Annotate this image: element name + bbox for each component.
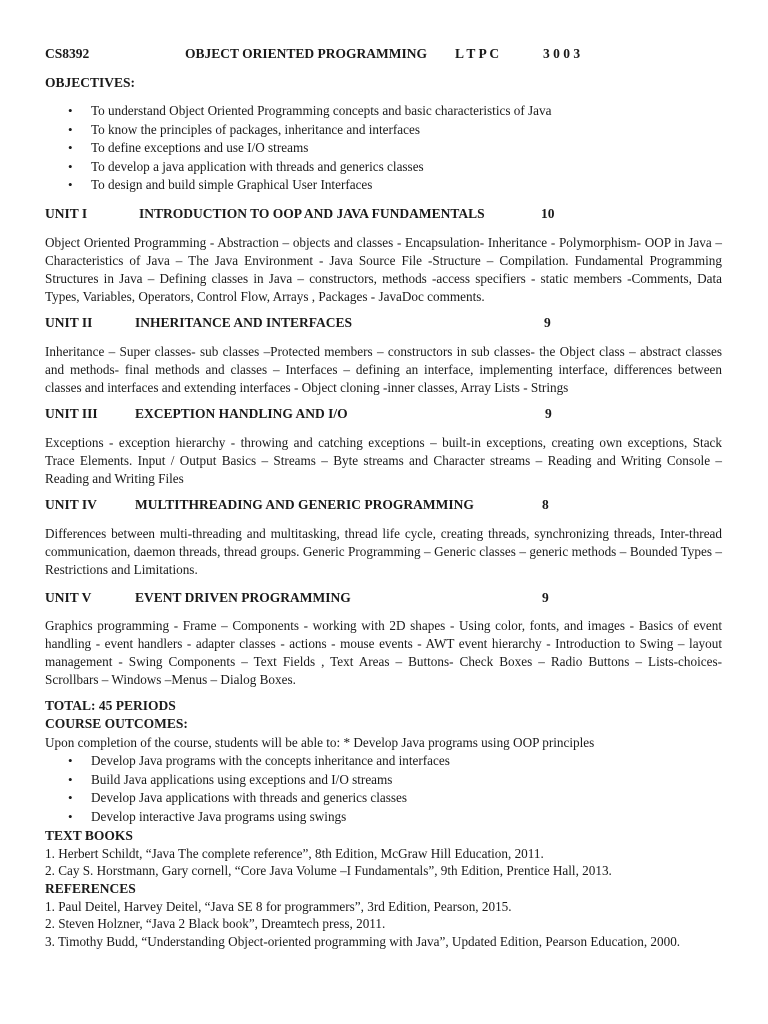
references-heading: REFERENCES [45,881,136,896]
outcomes-intro: Upon completion of the course, students will be able to: * Develop Java programs using OOP principles [45,735,595,750]
unit-hours: 9 [542,590,549,605]
objectives-list [45,102,551,195]
unit-content: Differences between multi-threading and multitasking, thread life cycle, creating threads, synchronizing threads, Inter-thread communication, daemon threads, thread groups. Generic Programming – Generic classes – generic methods – Bounded Types – Restrictions and Limitations. [45,526,722,577]
unit-label: UNIT III [45,406,98,421]
list-item: • Build Java applications using exceptions and I/O streams [45,771,450,790]
list-item: • To design and build simple Graphical User Interfaces [45,176,551,195]
text-books-heading: TEXT BOOKS [45,828,133,843]
reference-item: 1. Paul Deitel, Harvey Deitel, “Java SE 8 for programmers”, 3rd Edition, Pearson, 2015. [45,899,512,914]
unit-title: EVENT DRIVEN PROGRAMMING [135,590,351,605]
unit-hours: 9 [544,315,551,330]
unit-content: Exceptions - exception hierarchy - throwing and catching exceptions – built-in exceptions, creating own exceptions, Stack Trace Elements. Input / Output Basics – Streams – Byte streams and Character streams – Reading and Writing Console – Reading and Writing Files [45,435,722,486]
unit-hours: 9 [545,406,552,421]
total-periods: TOTAL: 45 PERIODS [45,698,176,713]
unit-hours: 10 [541,206,555,221]
outcomes-heading: COURSE OUTCOMES: [45,716,188,731]
ltpc-label: L T P C [455,46,500,61]
course-header [45,44,725,64]
course-title: OBJECT ORIENTED PROGRAMMING [185,46,428,61]
unit-title: INTRODUCTION TO OOP AND JAVA FUNDAMENTALS [139,206,485,221]
unit-heading [45,495,725,515]
text-book-item: 1. Herbert Schildt, “Java The complete reference”, 8th Edition, McGraw Hill Education, 2011. [45,846,544,861]
unit-heading [45,204,725,224]
course-code: CS8392 [45,46,90,61]
reference-item: 3. Timothy Budd, “Understanding Object-oriented programming with Java”, Updated Edition, Pearson Education, 2000. [45,934,681,949]
outcomes-list [45,752,450,826]
list-item: • Develop Java programs with the concepts inheritance and interfaces [45,752,450,771]
unit-label: UNIT IV [45,497,97,512]
unit-heading [45,313,725,333]
objectives-heading: OBJECTIVES: [45,75,136,90]
unit-hours: 8 [542,497,549,512]
list-item: • To know the principles of packages, inheritance and interfaces [45,121,551,140]
unit-label: UNIT II [45,315,93,330]
unit-title: EXCEPTION HANDLING AND I/O [135,406,348,421]
list-item: • Develop Java applications with threads and generics classes [45,789,450,808]
unit-heading [45,404,725,424]
text-book-item: 2. Cay S. Horstmann, Gary cornell, “Core Java Volume –I Fundamentals”, 9th Edition, Prentice Hall, 2013. [45,863,612,878]
unit-label: UNIT I [45,206,88,221]
unit-content: Inheritance – Super classes- sub classes –Protected members – constructors in sub classes- the Object class – abstract classes and methods- final methods and classes – Interfaces – defining an interface, implementing interface, differences between classes and interfaces and extending interfaces - Object cloning -inner classes, Array Lists - Strings [45,344,722,395]
list-item: • To develop a java application with threads and generics classes [45,158,551,177]
unit-title: MULTITHREADING AND GENERIC PROGRAMMING [135,497,474,512]
list-item: • To understand Object Oriented Programming concepts and basic characteristics of Java [45,102,551,121]
ltpc-value: 3 0 0 3 [543,46,581,61]
unit-content: Object Oriented Programming - Abstraction – objects and classes - Encapsulation- Inheritance - Polymorphism- OOP in Java – Characteristics of Java – The Java Environment - Java Source File -Structure – Compilation. Fundamental Programming Structures in Java – Defining classes in Java – constructors, methods -access specifiers - static members -Comments, Data Types, Variables, Operators, Control Flow, Arrays , Packages - JavaDoc comments. [45,235,722,304]
list-item: • Develop interactive Java programs using swings [45,808,450,827]
reference-item: 2. Steven Holzner, “Java 2 Black book”, Dreamtech press, 2011. [45,916,386,931]
unit-content: Graphics programming - Frame – Components - working with 2D shapes - Using color, fonts, and images - Basics of event handling - event handlers - adapter classes - actions - mouse events - AWT event hierarchy - Introduction to Swing – layout management - Swing Components – Text Fields , Text Areas – Buttons- Check Boxes – Radio Buttons – Lists-choices- Scrollbars – Windows –Menus – Dialog Boxes. [45,618,722,687]
unit-heading [45,588,725,608]
unit-label: UNIT V [45,590,92,605]
unit-title: INHERITANCE AND INTERFACES [135,315,353,330]
list-item: • To define exceptions and use I/O streams [45,139,551,158]
